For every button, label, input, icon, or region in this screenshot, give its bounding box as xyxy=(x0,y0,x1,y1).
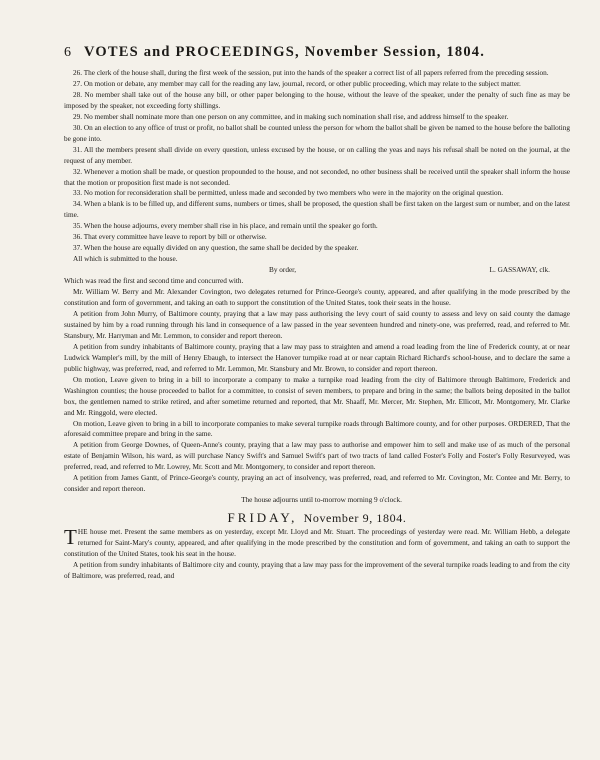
rule-item: 35. When the house adjourns, every member shall rise in his place, and remain until the speaker go forth. xyxy=(73,222,378,231)
paragraph: A petition from George Downes, of Queen-Anne's county, praying that a law may pass to authorise and empower him to sell and make use of as much of the personal estate of Benjamin Wilson, his ward, as will purchase Nancy Swift's and Samuel Swift's part of two tracts of land called Foster's Folly and Foster's Folly Resurveyed, was preferred, read, and referred to Mr. Lowrey, Mr. Scott and Mr. Montgomery, to consider and report thereon. xyxy=(64,441,570,472)
signature-line xyxy=(64,265,570,276)
paragraph-first xyxy=(64,527,570,560)
adjourn-line: The house adjourns until to-morrow morning 9 o'clock. xyxy=(241,496,402,505)
paragraph: A petition from John Murry, of Baltimore county, praying that a law may pass authorising the levy court of said county to assess and levy on said county the damage sustained by him by a road running through his land in consequence of a law passed in the year seventeen hundred and ninety-one, was preferred, read, and referred to Mr. Stansbury, Mr. Harryman and Mr. Lemmon, to consider and report thereon. xyxy=(64,309,570,340)
by-order: By order, xyxy=(269,266,297,275)
rules-list xyxy=(64,68,570,254)
submitted-line: All which is submitted to the house. xyxy=(73,255,178,264)
page-number: 6 xyxy=(64,45,73,60)
rule-item: 27. On motion or debate, any member may call for the reading any law, journal, record, or other public proceeding, which may relate to the subject matter. xyxy=(73,79,521,88)
drop-cap: T xyxy=(64,525,77,550)
body-text xyxy=(64,68,570,582)
day-name: FRIDAY, xyxy=(227,510,298,526)
page-header xyxy=(64,44,570,61)
rule-item: 26. The clerk of the house shall, during the first week of the session, put into the hands of the speaker a correct list of all papers referred from the preceding session. xyxy=(73,69,549,77)
clerk-name: L. GASSAWAY, clk. xyxy=(489,266,550,275)
rule-item: 30. On an election to any office of trust or profit, no ballot shall be counted unless the person for whom the ballot shall be given be named to the house before the balloting be gone into. xyxy=(64,123,570,143)
paragraph: On motion, Leave given to bring in a bill to incorporate companies to make several turnpike roads through Baltimore county, and for other purposes. ORDERED, That the aforesaid committee prepare and bring in the same. xyxy=(64,419,570,439)
rule-item: 32. Whenever a motion shall be made, or question propounded to the house, and not seconded, no other business shall be received until the speaker shall inform the house that the motion or proposition first made is not seconded. xyxy=(64,167,570,187)
day-date: November 9, 1804. xyxy=(303,511,407,526)
paragraph-first-text: HE house met. Present the same members as on yesterday, except Mr. Lloyd and Mr. Stuart. The proceedings of yesterday were read. Mr. William Hebb, a delegate returned for Saint-Mary's county, appeared, and after qualifying in the mode prescribed by the constitution and form of government, and taking an oath to support the constitution of the United States, took his seat in the house. xyxy=(64,528,570,558)
paragraph: A petition from James Gantt, of Prince-George's county, praying an act of insolvency, was preferred, read, and referred to Mr. Covington, Mr. Contee and Mr. Berry, to consider and report thereon. xyxy=(64,474,570,494)
paragraph: On motion, Leave given to bring in a bill to incorporate a company to make a turnpike road leading from the city of Baltimore through Baltimore, Frederick and Washington counties; the house proceeded to ballot for a committee, to consist of seven members, to prepare and bring in the same; the ballots being deposited in the ballot box, the gentlemen named to strike retired, and after sometime returned and reported, that Mr. Shaaff, Mr. Mercer, Mr. Stephen, Mr. Ellicott, Mr. Montgomery, Mr. Clarke and Mr. Ringgold, were elected. xyxy=(64,375,570,417)
day-heading xyxy=(64,510,570,526)
paragraph: A petition from sundry inhabitants of Baltimore city and county, praying that a law may pass for the improvement of the several turnpike roads leading to and from the city of Baltimore, was preferred, read, and xyxy=(64,560,570,580)
rule-item: 31. All the members present shall divide on every question, unless excused by the house, or on calling the yeas and nays his refusal shall be noted on the journal, at the request of any member. xyxy=(64,145,570,165)
rule-item: 33. No motion for reconsideration shall be permitted, unless made and seconded by two members who were in the majority on the original question. xyxy=(73,189,504,198)
running-title: VOTES and PROCEEDINGS, November Session, 1804. xyxy=(84,44,486,60)
paragraph: Mr. William W. Berry and Mr. Alexander Covington, two delegates returned for Prince-George's county, appeared, and after qualifying in the mode prescribed by the constitution and form of government, and taking an oath to support the constitution of the United States, took their seats in the house. xyxy=(64,288,570,308)
paragraph: A petition from sundry inhabitants of Baltimore county, praying that a law may pass to straighten and amend a road leading from the line of Frederick county, at or near Ludwick Wampler's mill, by the mill of Henry Ebaugh, to intersect the Hanover turnpike road at or near captain Richard Richard's school-house, and to declare the same a public highway, was preferred, read, and referred to Mr. Lemmon, Mr. Stansbury and Mr. Brown, to consider and report thereon. xyxy=(64,342,570,373)
rule-item: 34. When a blank is to be filled up, and different sums, numbers or times, shall be proposed, the question shall be first taken on the largest sum or number, and on the latest time. xyxy=(64,200,570,220)
rule-item: 28. No member shall take out of the house any bill, or other paper belonging to the house, without the leave of the speaker, under the penalty of such fine as may be imposed by the speaker, not exceeding forty shillings. xyxy=(64,90,570,110)
rule-item: 36. That every committee have leave to report by bill or otherwise. xyxy=(73,233,267,242)
paragraph: Which was read the first and second time and concurred with. xyxy=(64,277,244,286)
rule-item: 37. When the house are equally divided on any question, the same shall be decided by the speaker. xyxy=(73,244,359,253)
rule-item: 29. No member shall nominate more than one person on any committee, and in making such nomination shall rise, and address himself to the speaker. xyxy=(73,112,509,121)
